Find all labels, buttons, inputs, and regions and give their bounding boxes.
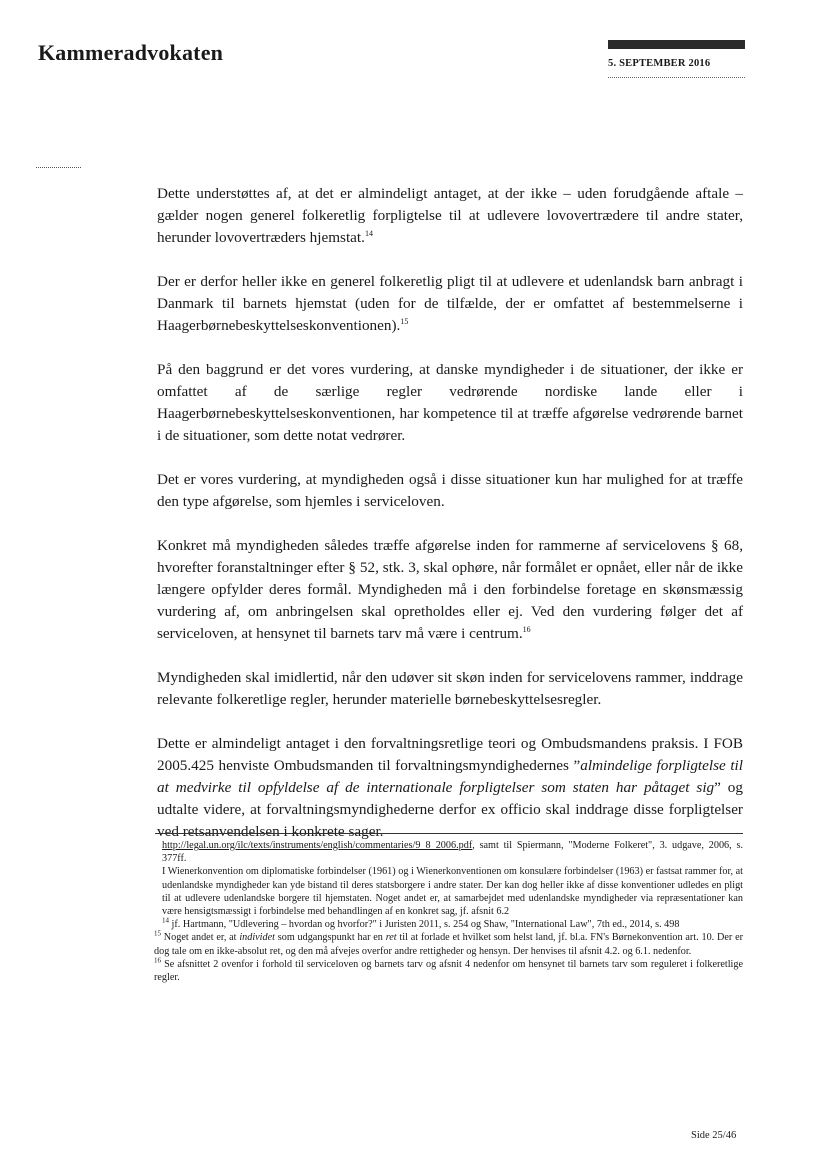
footnote-text: I Wienerkonvention om diplomatiske forbindelser (1961) og i Wienerkonventionen om konsulære forbindelser (1963) er fastsat rammer for, at udenlandske myndigheder kan yde bistand til deres statsborgere i andre stater. Der kan dog heller ikke af disse konventioner udledes en pligt til at udlevere udenlandske borgere til hjemstaten. Noget andet er, at samarbejdet med udenlandske myndigheder via repræsentationer kan være hensigtsmæssigt i forbindelse med behandlingen af en konkret sag, jf. afsnit 6.2 <box>162 866 743 918</box>
paragraph-text: ” og udtalte videre, at forvaltningsmyndighederne derfor ex officio skal inddrage disse forpligtelser ved retsanvendelsen i konkrete sager. <box>157 779 743 840</box>
footnote-continued <box>162 839 743 865</box>
paragraph-text: Dette er almindeligt antaget i den forvaltningsretlige teori og Ombudsmandens praksis. I FOB 2005.425 henviste Ombudsmanden til forvaltningsmyndighedernes ” <box>157 735 743 774</box>
footnote-emphasis: individet <box>239 932 275 944</box>
brand-logo: Kammeradvokaten <box>38 40 224 65</box>
footnote-link[interactable]: http://legal.un.org/ilc/texts/instruments/english/commentaries/9_8_2006.pdf <box>162 840 473 851</box>
paragraph <box>157 469 743 513</box>
paragraph-text: Konkret må myndigheden således træffe afgørelse inden for rammerne af servicelovens § 68, hvorefter foranstaltninger efter § 52, stk. 3, skal ophøre, når formålet er opnået, eller når de ikke længere opfylder deres formål. Myndigheden må i den forbindelse foretage en skønsmæssig vurdering af, om anbringelsen skal opretholdes eller ej. Ved den vurdering følger det af serviceloven, at hensynet til barnets tarv må være i centrum. <box>157 537 743 642</box>
body-text <box>157 183 743 865</box>
footnote-emphasis: ret <box>385 932 397 944</box>
page-number: Side 25/46 <box>691 1130 737 1141</box>
footnote-16 <box>154 958 743 984</box>
date-divider <box>608 77 745 78</box>
footnote-text: , samt til Spiermann, "Moderne Folkeret", 3. udgave, 2006, s. 377ff. <box>162 840 743 865</box>
paragraph <box>157 535 743 645</box>
footnote-text: som udgangspunkt har en <box>274 932 386 944</box>
footnote-15 <box>154 931 743 957</box>
quotation: almindelige forpligtelse til at medvirke til opfyldelse af de internationale forpligtelser som staten har påtaget sig <box>157 757 743 796</box>
footnote-number: 16 <box>154 956 161 965</box>
paragraph-text: På den baggrund er det vores vurdering, at danske myndigheder i de situationer, der ikke er omfattet af de særlige regler vedrørende nordiske lande eller i Haagerbørnebeskyttelseskonventionen, har kompetence til at træffe afgørelse vedrørende barnet i de situationer, som dette notat vedrører. <box>157 361 743 444</box>
paragraph-text: Det er vores vurdering, at myndigheden også i disse situationer kun har mulighed for at træffe den type afgørelse, som hjemles i serviceloven. <box>157 471 743 510</box>
footnote-ref: 16 <box>522 624 531 634</box>
margin-divider <box>36 167 81 168</box>
footnote-continued <box>162 865 743 918</box>
document-date: 5. SEPTEMBER 2016 <box>608 58 711 69</box>
paragraph <box>157 667 743 711</box>
footnote-number: 14 <box>162 916 169 925</box>
footnote-number: 15 <box>154 930 161 939</box>
footnote-text: til at forlade et hvilket som helst land, jf. bl.a. FN's Børnekonvention art. 10. Der er dog tale om en ikke-absolut ret, og den må afvejes overfor andre rettigheder og hensyn. Der henvises til afsnit 4.2. og 6.1. nedenfor. <box>154 932 743 957</box>
footnote-text: Se afsnittet 2 ovenfor i forhold til serviceloven og barnets tarv og afsnit 4 nedenfor om hensynet til barnets tarv som reguleret i folkeretlige regler. <box>154 958 743 984</box>
paragraph-text: Der er derfor heller ikke en generel folkeretlig pligt til at udlevere et udenlandsk barn anbragt i Danmark til barnets hjemstat (uden for de tilfælde, der er omfattet af bestemmelserne i Haagerbørnebeskyttelseskonventionen). <box>157 273 743 334</box>
footnote-text: jf. Hartmann, "Udlevering – hvordan og hvorfor?" i Juristen 2011, s. 254 og Shaw, "International Law", 7th ed., 2014, s. 498 <box>169 919 680 931</box>
paragraph <box>157 733 743 843</box>
header-bar <box>608 40 745 49</box>
footnote-14 <box>162 918 743 931</box>
footnote-ref: 15 <box>400 316 409 326</box>
footnote-ref: 14 <box>364 228 373 238</box>
footnotes <box>154 839 743 984</box>
paragraph-text: Myndigheden skal imidlertid, når den udøver sit skøn inden for servicelovens rammer, inddrage relevante folkeretlige regler, herunder materielle børnebeskyttelsesregler. <box>157 669 743 708</box>
paragraph <box>157 271 743 337</box>
footnote-text: Noget andet er, at <box>161 932 240 944</box>
footnote-divider <box>155 833 743 834</box>
paragraph <box>157 183 743 249</box>
paragraph <box>157 359 743 447</box>
paragraph-text: Dette understøttes af, at det er almindeligt antaget, at der ikke – uden forudgående aftale – gælder nogen generel folkeretlig forpligtelse til at udlevere lovovertrædere til andre stater, herunder lovovertræders hjemstat. <box>157 185 743 246</box>
